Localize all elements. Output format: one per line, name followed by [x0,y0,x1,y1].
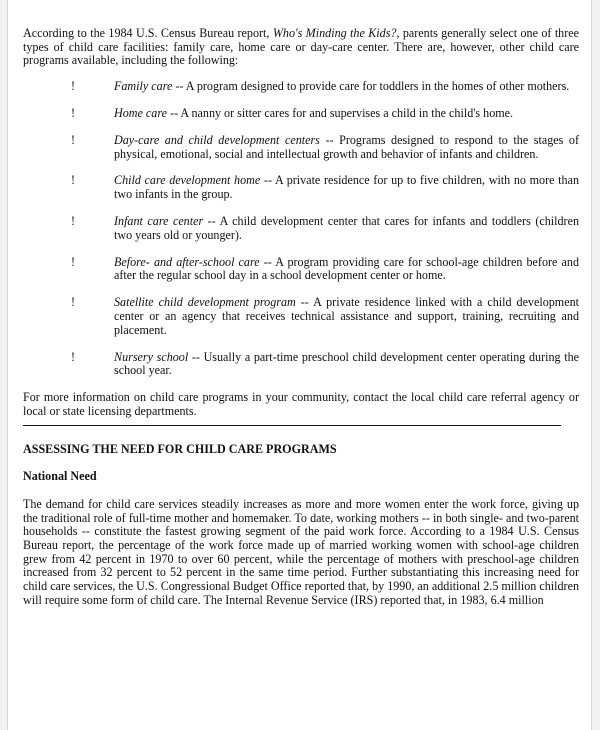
bullet-icon: ! [71,254,76,269]
intro-paragraph [23,27,579,68]
list-item [23,296,579,337]
bullet-icon: ! [71,132,76,147]
intro-text-after: , parents generally select one of three types of child care facilities: family care, home care or day-care center. There are, however, other child care programs available, including the following: [23,26,579,68]
horizontal-rule [23,425,561,426]
intro-text-before: According to the 1984 U.S. Census Bureau report, [23,26,273,40]
subsection-heading: National Need [23,469,97,484]
report-title: Who's Minding the Kids? [272,26,397,40]
program-description: -- A child development center that cares for infants and toddlers (children two years old or younger). [114,214,579,242]
program-description: -- A private residence for up to five children, with no more than two infants in the group. [114,173,579,202]
list-item [23,351,579,378]
program-term: Child care development home [114,173,261,188]
program-term: Infant care center [114,214,204,229]
program-term: Nursery school [114,349,189,364]
bullet-icon: ! [71,106,76,120]
list-item [23,174,579,201]
bullet-icon: ! [71,214,76,229]
list-item [23,107,579,121]
body-paragraph: The demand for child care services steadily increases as more and more women enter the work force, giving up the traditional role of full-time mother and homemaker. To date, working mothers -- in both single- and two-parent households -- constitute the fastest growing segment of the paid work force. According to a 1984 U.S. Census Bureau report, the percentage of the work force made up of married working women with school-age children grew from 42 percent in 1970 to over 60 percent, while the percentage of mothers with preschool-age children increased from 32 percent to 52 percent in the same time period. Further substantiating this increasing need for child care services, the U.S. Congressional Budget Office reported that, by 1990, an additional 2.5 million children will require some form of child care. The Internal Revenue Service (IRS) reported that, in 1983, 6.4 million [23,496,579,607]
bullet-icon: ! [71,173,76,188]
program-term: Satellite child development program [114,295,296,310]
document-content [23,27,579,608]
program-description: -- A private residence linked with a child development center or an agency that receives technical assistance and support, training, recruiting and placement. [114,295,579,337]
program-term: Home care [114,106,167,120]
more-info-paragraph: For more information on child care programs in your community, contact the local child care referral agency or local or state licensing departments. [23,390,579,418]
bullet-icon: ! [71,295,76,310]
document-page [7,0,592,730]
section-heading: ASSESSING THE NEED FOR CHILD CARE PROGRAMS [23,441,337,456]
program-description: -- Usually a part-time preschool child development center operating during the school year. [114,349,579,378]
list-item [23,134,579,161]
program-term: Day-care and child development centers [114,132,320,147]
list-item [23,256,579,283]
program-term: Family care [114,79,173,94]
program-term: Before- and after-school care [114,254,260,269]
program-description: -- A program designed to provide care for toddlers in the homes of other mothers. [172,79,570,94]
bullet-icon: ! [71,349,76,364]
program-description: -- A program providing care for school-age children before and after the regular school day in a school development center or home. [114,254,579,283]
program-list [23,80,579,378]
program-description: -- Programs designed to respond to the stages of physical, emotional, social and intellectual growth and behavior of infants and children. [114,132,579,161]
program-description: -- A nanny or sitter cares for and supervises a child in the child's home. [166,106,514,120]
list-item [23,215,579,242]
bullet-icon: ! [71,79,76,94]
list-item [23,80,579,94]
